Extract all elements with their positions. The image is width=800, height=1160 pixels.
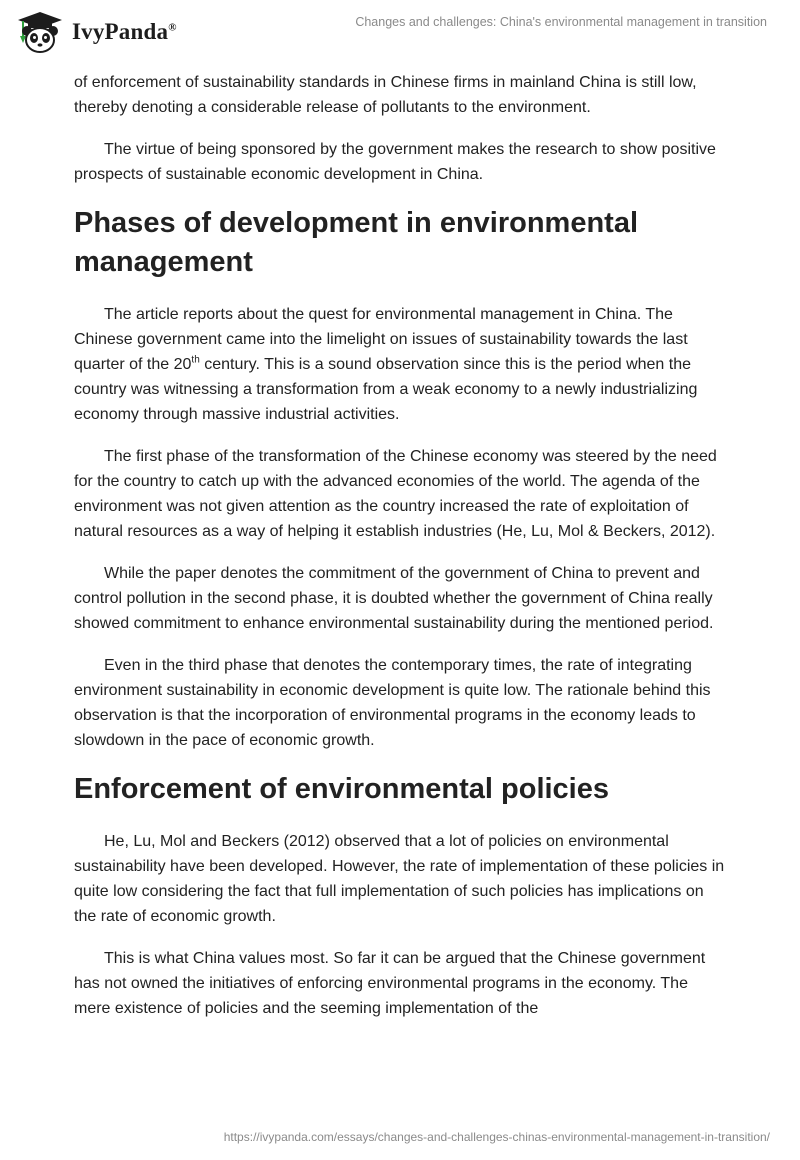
panda-logo-icon — [14, 10, 66, 54]
essay-body — [74, 70, 726, 1021]
paragraph: Even in the third phase that denotes the contemporary times, the rate of integrating environment sustainability in economic development is quite low. The rationale behind this observation is that the incorporation of environmental programs in the economy leads to slowdown in the pace of economic growth. — [74, 657, 711, 749]
paragraph: This is what China values most. So far it can be argued that the Chinese government has not owned the initiatives of enforcing environmental programs in the economy. The mere existence of policies and the seeming implementation of the — [74, 950, 706, 1017]
paragraph: The first phase of the transformation of the Chinese economy was steered by the need for the country to catch up with the advanced economies of the world. The agenda of the environment was not given attention as the country increased the rate of exploitation of natural resources as a way of helping it establish industries (He, Lu, Mol & Beckers, 2012). — [74, 448, 717, 540]
registered-mark: ® — [168, 21, 177, 34]
paragraph-continued: of enforcement of sustainability standards in Chinese firms in mainland China is still low, thereby denoting a considerable release of pollutants to the environment. — [74, 74, 697, 116]
section-heading-phases: Phases of development in environmental management — [74, 207, 639, 278]
source-url[interactable]: https://ivypanda.com/essays/changes-and-challenges-chinas-environmental-management-in-transition/ — [223, 1130, 770, 1144]
paragraph: The article reports about the quest for environmental management in China. The Chinese government came into the limelight on issues of sustainability towards the last quarter of the 20th century. This is a sound observation since this is the period when the country was witnessing a transformation from a weak economy to a newly industrializing economy through massive industrial activities. — [74, 306, 698, 423]
paragraph: The virtue of being sponsored by the government makes the research to show positive prospects of sustainable economic development in China. — [74, 141, 716, 183]
page-header — [0, 0, 800, 70]
ivypanda-logo[interactable] — [14, 10, 177, 54]
paragraph: While the paper denotes the commitment of the government of China to prevent and control pollution in the second phase, it is doubted whether the government of China really showed commitment to enhance environmental sustainability during the mentioned period. — [74, 565, 714, 632]
brand-name: IvyPanda® — [72, 19, 177, 44]
document-title: Changes and challenges: China's environmental management in transition — [355, 15, 767, 29]
section-heading-enforcement: Enforcement of environmental policies — [74, 773, 609, 805]
paragraph: He, Lu, Mol and Beckers (2012) observed that a lot of policies on environmental sustainability have been developed. However, the rate of implementation of these policies in quite low considering the fact that full implementation of such policies has implications on the rate of economic growth. — [74, 833, 725, 925]
